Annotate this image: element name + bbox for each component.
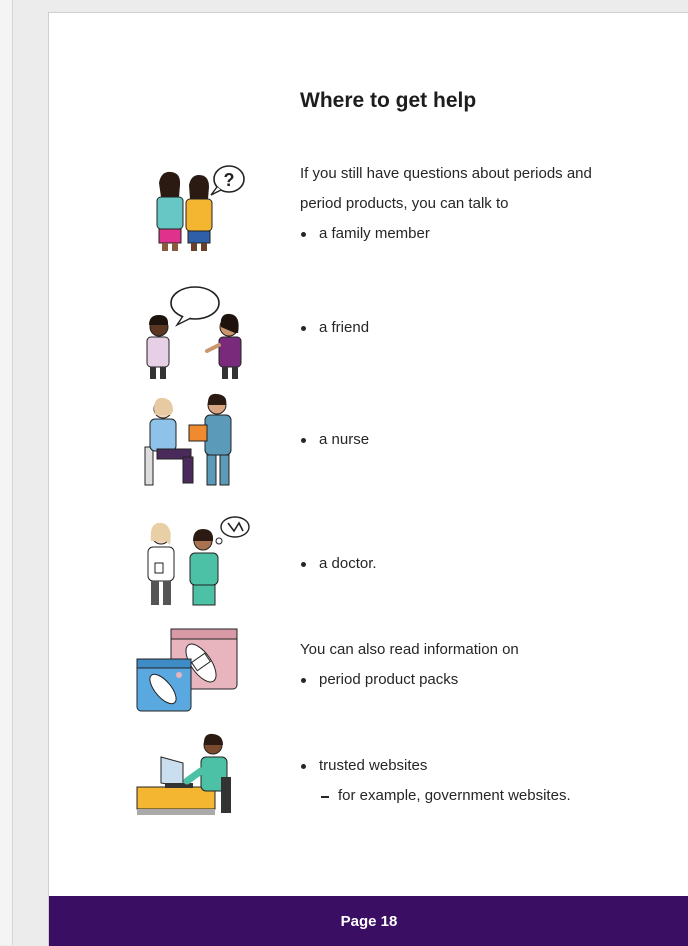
page-number: Page 18 (340, 912, 398, 930)
packs-intro: You can also read information on (300, 641, 519, 658)
bullet-period-product-packs: period product packs (300, 665, 519, 695)
page-footer (49, 896, 688, 946)
family-members-icon (135, 153, 255, 253)
doctor-patient-icon (135, 511, 255, 611)
viewer-left-edge (0, 0, 13, 945)
period-product-packs-icon (135, 625, 255, 725)
intro-line-1: If you still have questions about periods and (300, 165, 592, 182)
bullet-trusted-websites: trusted websites (300, 751, 571, 781)
friend-text-block (300, 313, 369, 343)
friends-talking-icon (135, 281, 255, 381)
doctor-text-block (300, 549, 377, 579)
bullet-family-member: a family member (300, 219, 592, 249)
bullet-nurse: a nurse (300, 425, 369, 455)
intro-line-2: period products, you can talk to (300, 195, 509, 212)
person-at-laptop-icon (135, 727, 255, 827)
packs-text-block (300, 635, 519, 695)
bullet-friend: a friend (300, 313, 369, 343)
websites-text-block (300, 751, 571, 811)
svg-text:?: ? (223, 170, 235, 190)
nurse-patient-icon (135, 389, 255, 489)
sub-bullet-government-websites: for example, government websites. (300, 781, 571, 811)
bullet-doctor: a doctor. (300, 549, 377, 579)
family-text-block (300, 159, 592, 249)
nurse-text-block (300, 425, 369, 455)
page-heading: Where to get help (300, 89, 477, 112)
document-page (48, 12, 688, 946)
